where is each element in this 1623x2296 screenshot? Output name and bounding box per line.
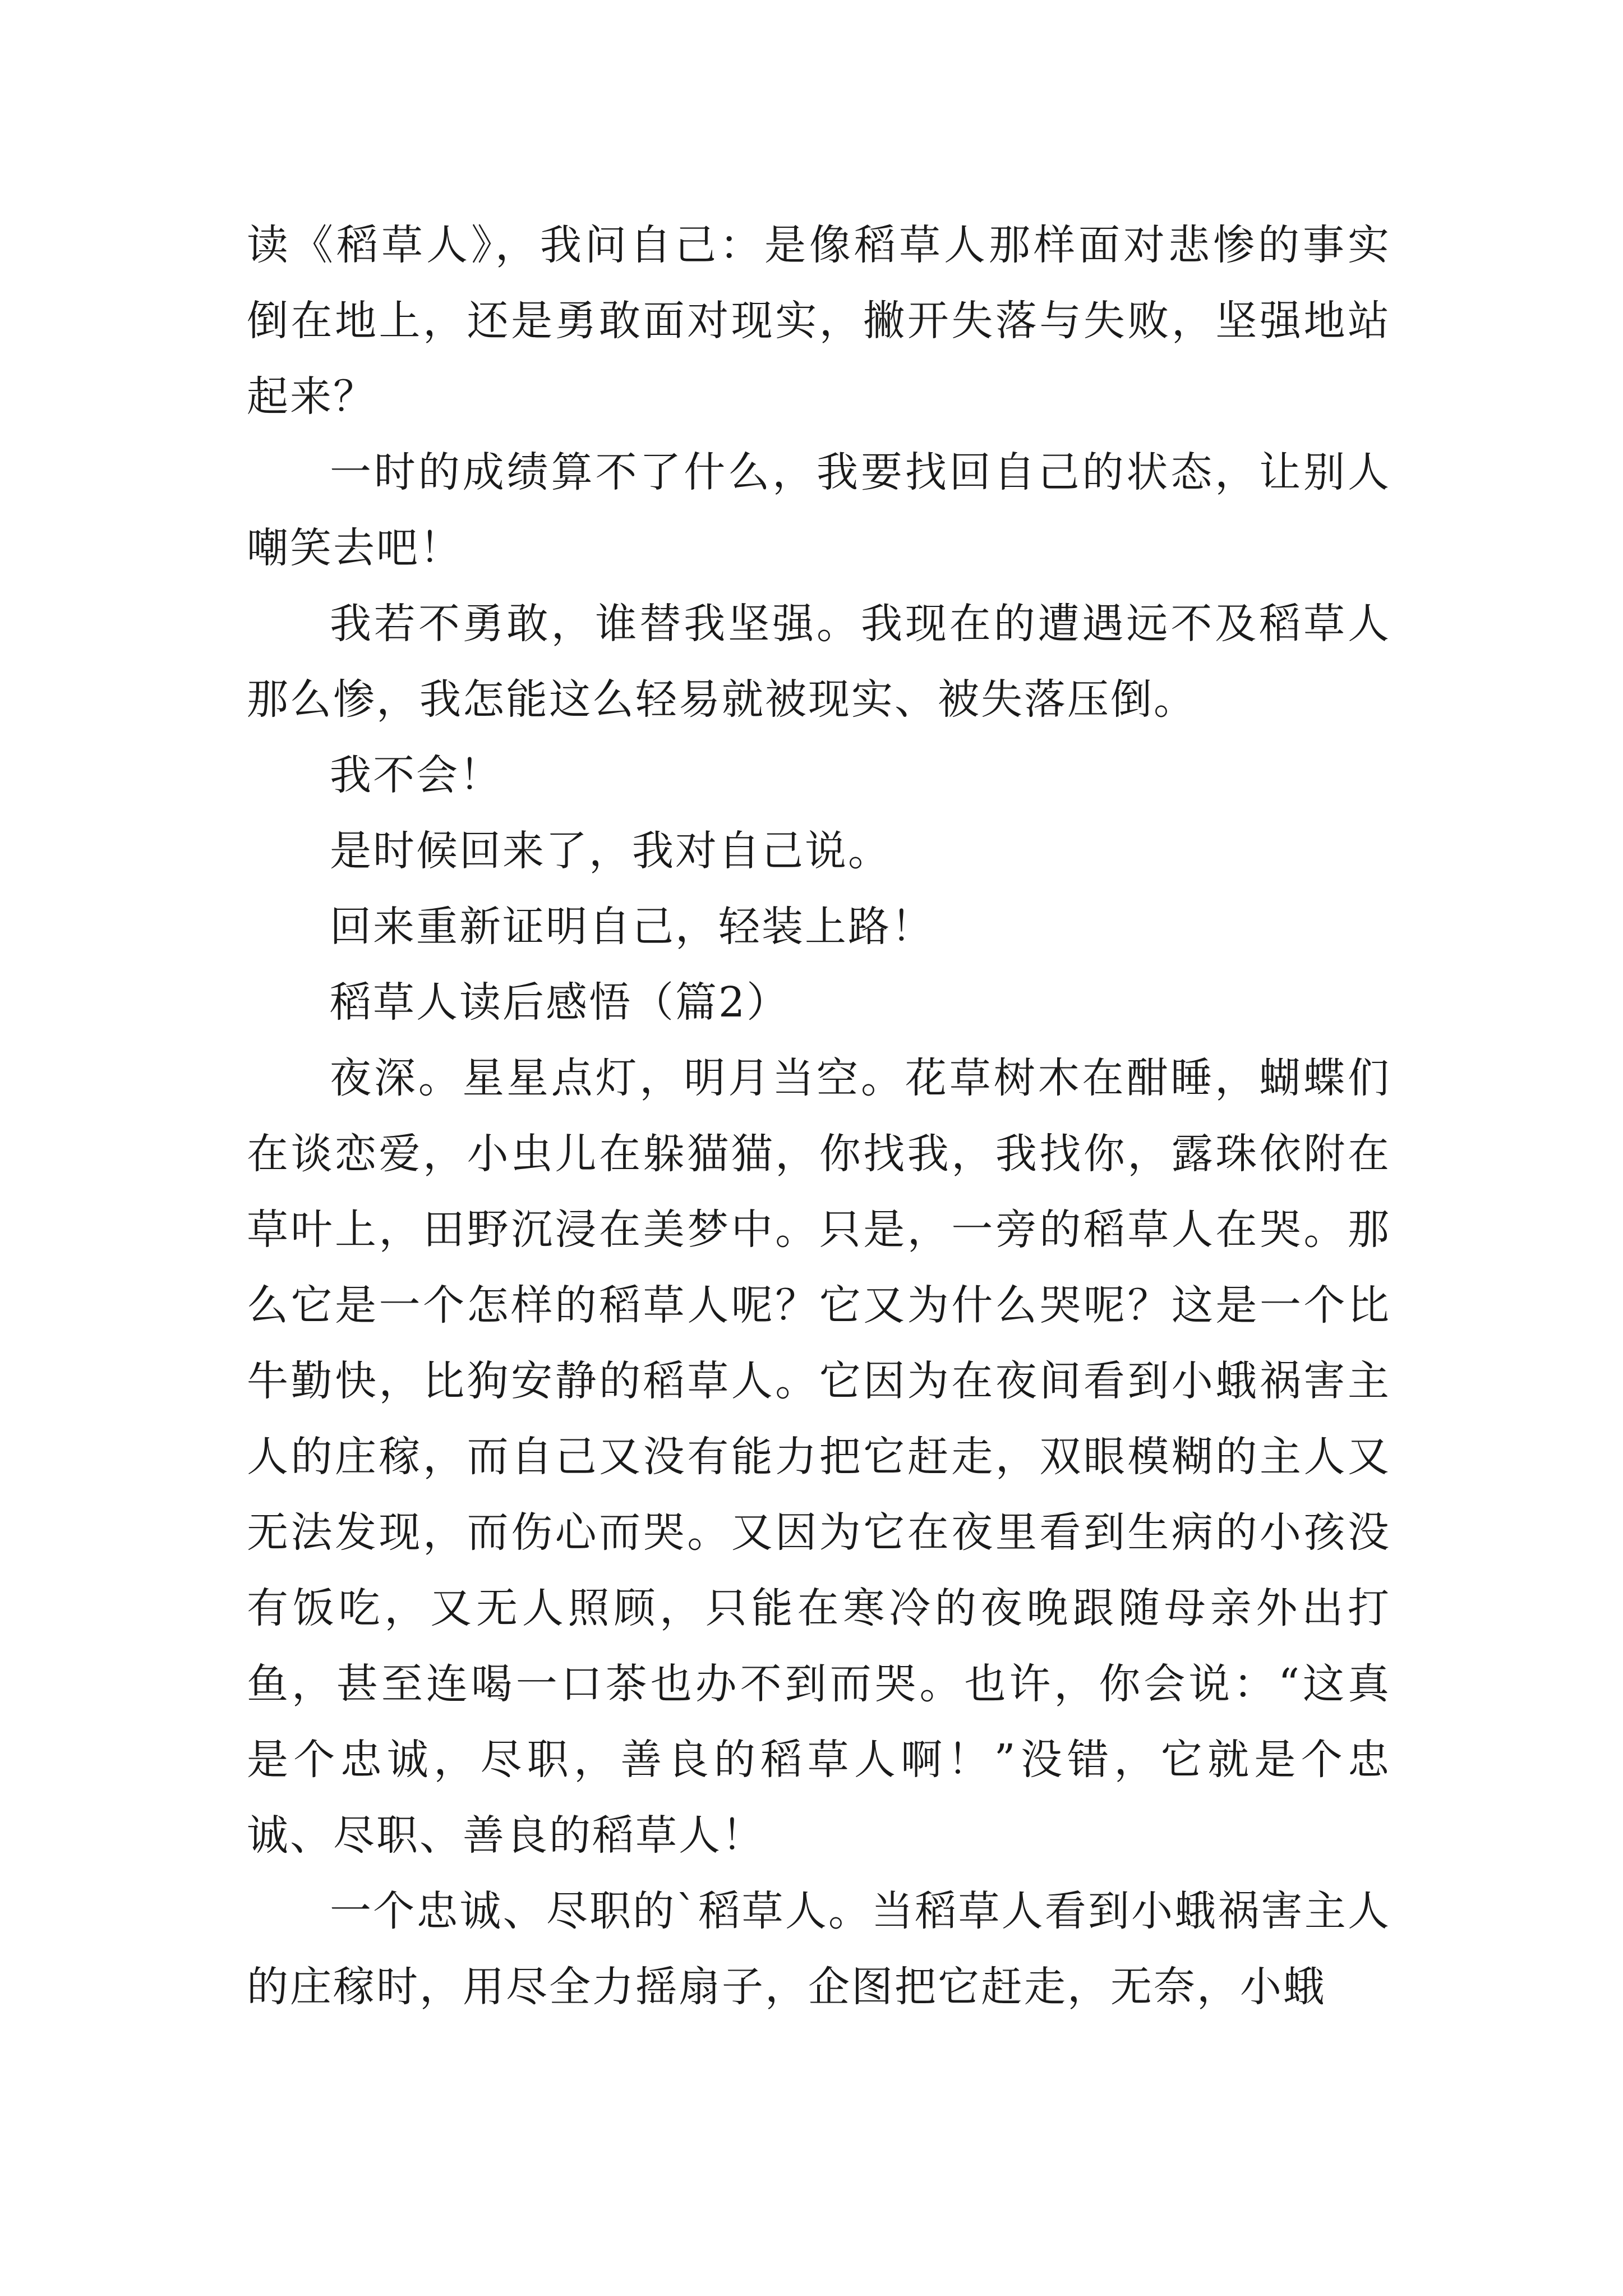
- paragraph-1: 读《稻草人》，我问自己：是像稻草人那样面对悲惨的事实倒在地上，还是勇敢面对现实，撇开失落与失败，坚强地站起来？: [247, 221, 1391, 421]
- section-heading: 稻草人读后感悟（篇2）: [330, 978, 790, 1027]
- paragraph-8: 一个忠诚、尽职的`稻草人。当稻草人看到小蛾祸害主人的庄稼时，用尽全力摇扇子，企图把它赶走，无奈，小蛾: [247, 1887, 1391, 2011]
- document-body: [247, 208, 1391, 2025]
- paragraph-7: 夜深。星星点灯，明月当空。花草树木在酣睡，蝴蝶们在谈恋爱，小虫儿在躲猫猫，你找我，我找你，露珠依附在草叶上，田野沉浸在美梦中。只是，一旁的稻草人在哭。那么它是一个怎样的稻草人呢？它又为什么哭呢？这是一个比牛勤快，比狗安静的稻草人。它因为在夜间看到小蛾祸害主人的庄稼，而自己又没有能力把它赶走，双眼模糊的主人又无法发现，而伤心而哭。又因为它在夜里看到生病的小孩没有饭吃，又无人照顾，只能在寒冷的夜晚跟随母亲外出打鱼，甚至连喝一口茶也办不到而哭。也许，你会说：“这真是个忠诚，尽职，善良的稻草人啊！”没错，它就是个忠诚、尽职、善良的稻草人！: [247, 1054, 1391, 1860]
- paragraph-2: 一时的成绩算不了什么，我要找回自己的状态，让别人嘲笑去吧！: [247, 448, 1391, 572]
- paragraph-3: 我若不勇敢，谁替我坚强。我现在的遭遇远不及稻草人那么惨，我怎能这么轻易就被现实、被失落压倒。: [247, 600, 1391, 724]
- paragraph-6: 回来重新证明自己，轻装上路！: [330, 903, 934, 951]
- paragraph-4: 我不会！: [330, 751, 502, 799]
- paragraph-5: 是时候回来了，我对自己说。: [330, 827, 891, 875]
